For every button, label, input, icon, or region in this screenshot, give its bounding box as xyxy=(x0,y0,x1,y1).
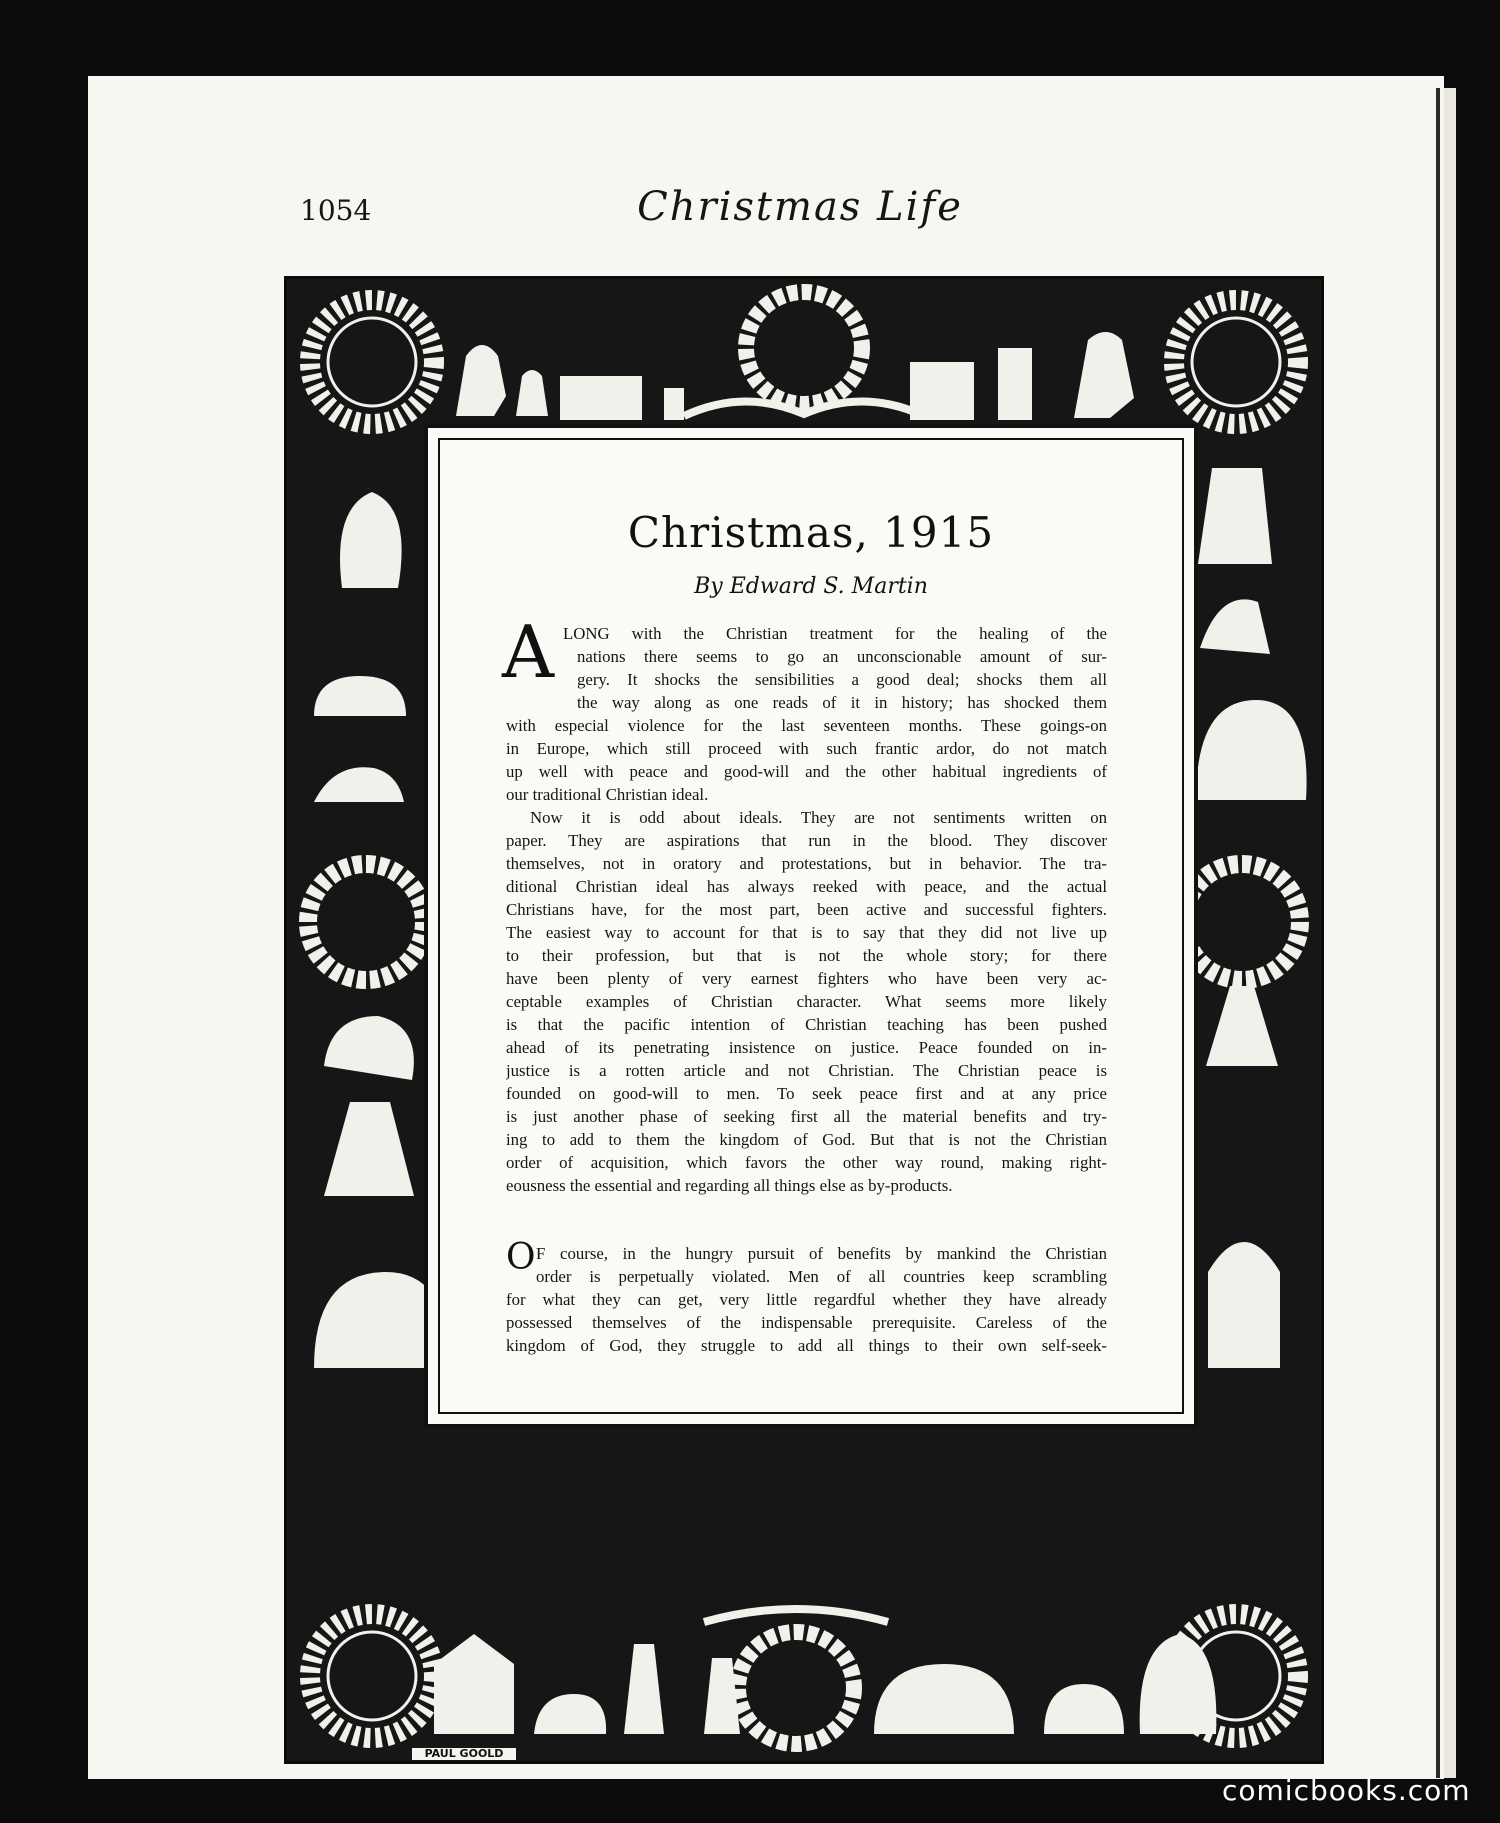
policeman-figure-icon xyxy=(1140,1634,1217,1734)
body-text-line: the way along as one reads of it in history; has shocked them xyxy=(577,693,1107,712)
drop-cap: O xyxy=(506,1237,536,1278)
body-text-line: order of acquisition, which favors the other way round, making right- xyxy=(506,1153,1107,1172)
toy-bulldog-icon xyxy=(1196,700,1307,800)
wreath-icon xyxy=(308,864,424,980)
body-text-line: founded on good-will to men. To seek peace first and at any price xyxy=(506,1084,1107,1103)
toy-engine-icon xyxy=(998,348,1032,420)
body-text-line: F course, in the hungry pursuit of benefits by mankind the Christian xyxy=(536,1244,1107,1263)
ribbon-wreath-icon xyxy=(684,292,924,416)
body-text-line: have been plenty of very earnest fighters who have been very ac- xyxy=(506,969,1107,988)
toy-lamb-icon xyxy=(314,676,406,716)
body-text-line: Now it is odd about ideals. They are not sentiments written on xyxy=(530,808,1107,827)
body-text-line: is just another phase of seeking first all the material benefits and try- xyxy=(506,1107,1107,1126)
body-text-line: themselves, not in oratory and protestations, but in behavior. The tra- xyxy=(506,854,1107,873)
body-text-line: our traditional Christian ideal. xyxy=(506,785,709,804)
toy-chair-icon xyxy=(664,388,684,420)
toy-chest-icon xyxy=(560,376,642,420)
kewpie-doll-icon xyxy=(340,492,402,588)
toy-bear-icon xyxy=(1044,1684,1124,1734)
running-head: Christmas Life xyxy=(637,184,963,230)
site-watermark: comicbooks.com xyxy=(1222,1774,1471,1807)
body-text-line: with especial violence for the last seventeen months. These goings-on xyxy=(506,716,1107,735)
artist-signature: PAUL GOOLD xyxy=(412,1748,516,1760)
body-text-line: ahead of its penetrating insistence on justice. Peace founded on in- xyxy=(506,1038,1107,1057)
body-text-line: possessed themselves of the indispensable prerequisite. Careless of the xyxy=(506,1313,1107,1332)
drop-cap: A xyxy=(502,610,554,694)
acrobat-figure-icon xyxy=(1200,599,1270,654)
body-text-line: ceptable examples of Christian character. What seems more likely xyxy=(506,992,1107,1011)
body-text-line: Christians have, for the most part, been active and successful fighters. xyxy=(506,900,1107,919)
girl-figure-icon xyxy=(456,345,506,416)
jester-figure-icon xyxy=(1198,468,1272,564)
body-text-line: The easiest way to account for that is to say that they did not live up xyxy=(506,923,1107,942)
goat-cart-icon xyxy=(874,1664,1014,1734)
page-number: 1054 xyxy=(300,194,372,227)
body-text-line: ditional Christian ideal has always reeked with peace, and the actual xyxy=(506,877,1107,896)
facing-page-edge xyxy=(1436,88,1440,1778)
toy-soldier-icon xyxy=(1206,986,1278,1066)
doll-figure-icon xyxy=(516,370,548,416)
body-text-line: to their profession, but that is not the whole story; for there xyxy=(506,946,1107,965)
article-byline: By Edward S. Martin xyxy=(694,574,928,599)
body-text-line: up well with peace and good-will and the other habitual ingredients of xyxy=(506,762,1107,781)
body-text-line: ing to add to them the kingdom of God. But that is not the Christian xyxy=(506,1130,1107,1149)
jack-in-the-box-icon xyxy=(1208,1242,1280,1368)
body-text-line: is that the pacific intention of Christian teaching has been pushed xyxy=(506,1015,1107,1034)
wreath-icon xyxy=(310,1614,434,1738)
body-text-line: for what they can get, very little regardful whether they have already xyxy=(506,1290,1107,1309)
article-title: Christmas, 1915 xyxy=(627,508,995,557)
noahs-ark-icon xyxy=(434,1634,514,1734)
body-text-line: order is perpetually violated. Men of all countries keep scrambling xyxy=(536,1267,1107,1286)
facing-page-sliver xyxy=(1444,88,1456,1778)
toy-ostrich-icon xyxy=(624,1644,664,1734)
wreath-icon xyxy=(1184,864,1300,980)
body-text-line: nations there seems to go an unconscionable amount of sur- xyxy=(577,647,1107,666)
clown-figure-icon xyxy=(324,1102,414,1196)
toy-duck-icon xyxy=(314,767,404,802)
body-text-line: eousness the essential and regarding all things else as by-products. xyxy=(506,1176,953,1195)
boy-figure-icon xyxy=(1074,332,1134,418)
body-text-line: gery. It shocks the sensibilities a good deal; shocks them all xyxy=(577,670,1107,689)
body-text-line: LONG with the Christian treatment for the healing of the xyxy=(563,624,1107,643)
toy-soldier-icon xyxy=(704,1658,740,1734)
wreath-icon xyxy=(1174,300,1298,424)
body-text-line: paper. They are aspirations that run in the blood. They discover xyxy=(506,831,1107,850)
body-text-line: in Europe, which still proceed with such frantic ardor, do not match xyxy=(506,739,1107,758)
body-text-line: kingdom of God, they struggle to add all things to their own self-seek- xyxy=(506,1336,1107,1355)
toy-stove-icon xyxy=(910,362,974,420)
toy-lion-icon xyxy=(534,1694,606,1734)
body-text-line: justice is a rotten article and not Christian. The Christian peace is xyxy=(506,1061,1107,1080)
toy-cat-icon xyxy=(324,1016,414,1080)
wreath-icon xyxy=(310,300,434,424)
